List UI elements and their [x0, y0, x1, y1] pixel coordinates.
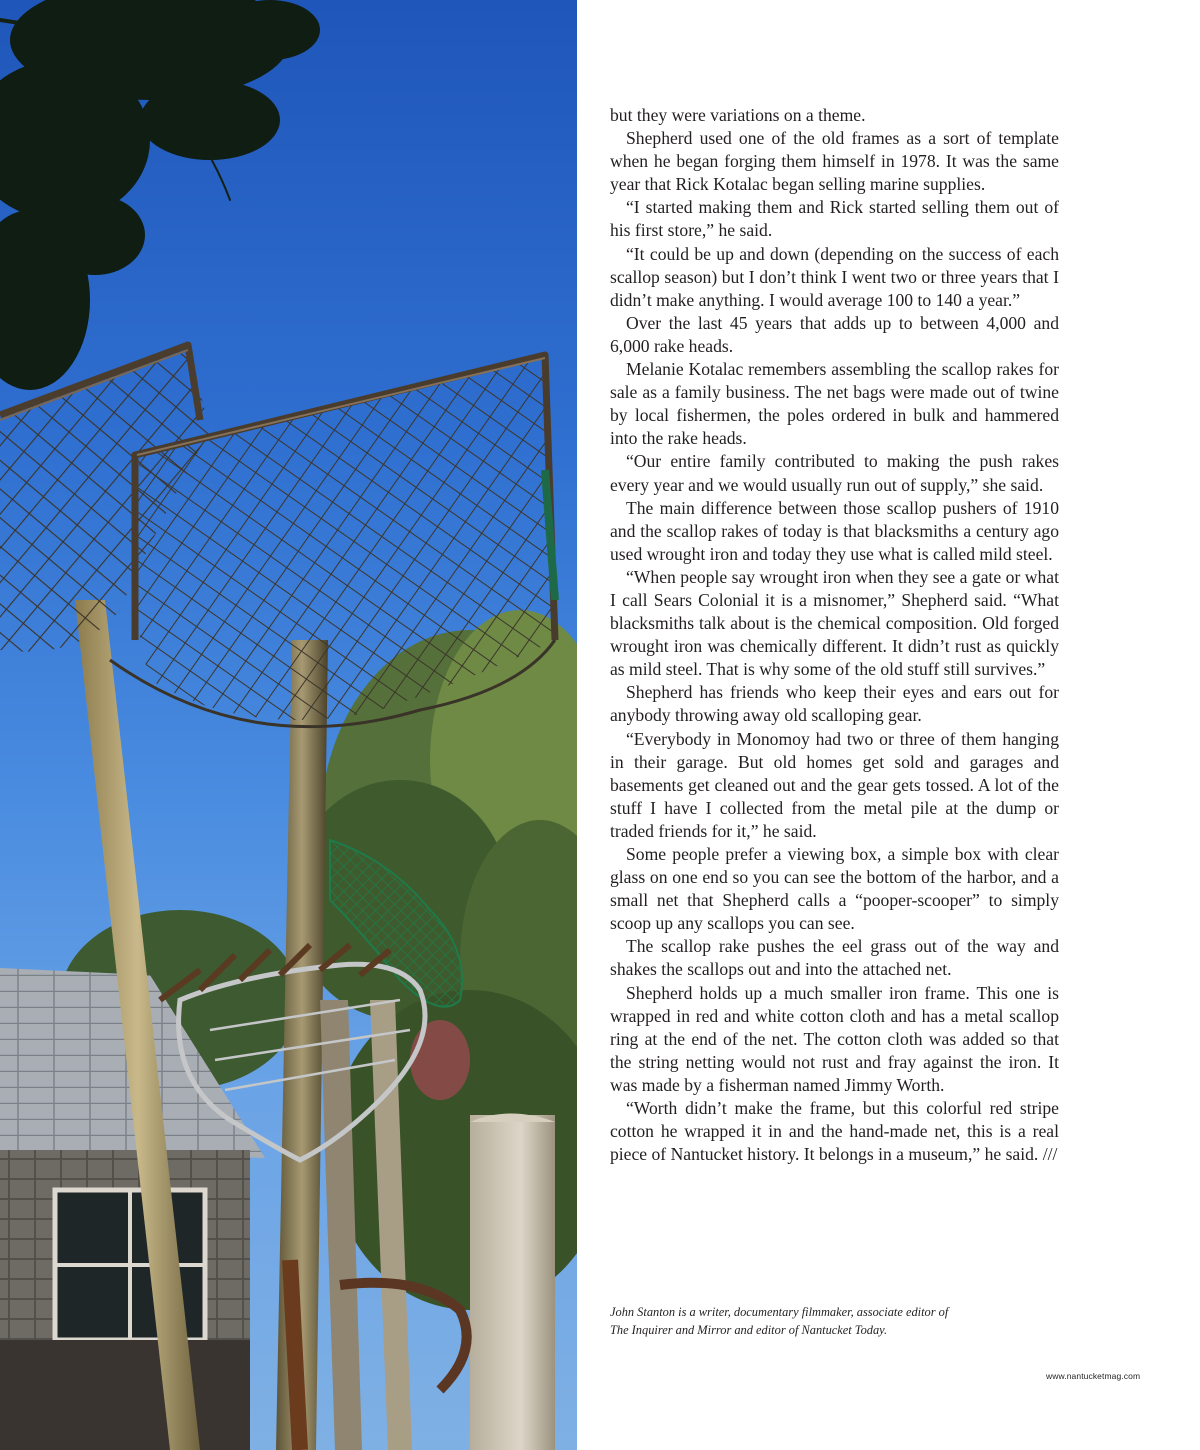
article-paragraph: “It could be up and down (depending on the success of each scallop season) but I don’t think I went two or three years that I didn’t make anything. I would average 100 to 140 a year.”: [610, 243, 1059, 310]
article-paragraph: “Worth didn’t make the frame, but this colorful red stripe cotton he wrapped it in and the hand-made net, this is a real piece of Nantucket history. It belongs in a museum,” he said. ///: [610, 1098, 1059, 1165]
scallop-rakes-photo: [0, 0, 577, 1450]
article-paragraph: Shepherd holds up a much smaller iron frame. This one is wrapped in red and white cotton cloth and has a metal scallop ring at the end of the net. The cotton cloth was added so that the string netting would not rust and fray against the iron. It was made by a fisherman named Jimmy Worth.: [610, 982, 1059, 1095]
article-paragraph: Over the last 45 years that adds up to between 4,000 and 6,000 rake heads.: [610, 312, 1059, 356]
article-paragraph: Shepherd used one of the old frames as a sort of template when he began forging them himself in 1978. It was the same year that Rick Kotalac began selling marine supplies.: [610, 128, 1059, 195]
author-bio-line: The Inquirer and Mirror and editor of Nantucket Today.: [610, 1323, 888, 1337]
article-body: [610, 104, 1059, 1166]
author-bio: [610, 1303, 1070, 1339]
article-paragraph: “Everybody in Monomoy had two or three of them hanging in their garage. But old homes get sold and garages and basements get cleaned out and the gear gets tossed. A lot of the stuff I have I collected from the metal pile at the dump or traded friends for it,” he said.: [610, 728, 1059, 841]
article-paragraph: “When people say wrought iron when they see a gate or what I call Sears Colonial it is a misnomer,” Shepherd said. “What blacksmiths talk about is the chemical composition. Old forged wrought iron was chemically different. It didn’t rust as quickly as mild steel. That is why some of the old stuff still survives.”: [610, 566, 1059, 680]
article-paragraph: The main difference between those scallop pushers of 1910 and the scallop rakes of today is that blacksmiths a century ago used wrought iron and today they use what is called mild steel.: [610, 497, 1059, 564]
footer-url: www.nantucketmag.com: [1046, 1371, 1141, 1381]
article-paragraph: Melanie Kotalac remembers assembling the scallop rakes for sale as a family business. The net bags were made out of twine by local fishermen, the poles ordered in bulk and hammered into the rake heads.: [610, 359, 1059, 449]
article-paragraph: “I started making them and Rick started selling them out of his first store,” he said.: [610, 197, 1059, 241]
article-paragraph: The scallop rake pushes the eel grass out of the way and shakes the scallops out and into the attached net.: [610, 936, 1059, 980]
article-paragraph: Some people prefer a viewing box, a simple box with clear glass on one end so you can see the bottom of the harbor, and a small net that Shepherd calls a “pooper-scooper” to simply scoop up any scallops you can see.: [610, 844, 1059, 934]
article-paragraph: but they were variations on a theme.: [610, 105, 866, 125]
article-paragraph: “Our entire family contributed to making the push rakes every year and we would usually run out of supply,” she said.: [610, 451, 1059, 495]
article-paragraph: Shepherd has friends who keep their eyes and ears out for anybody throwing away old scalloping gear.: [610, 682, 1059, 726]
author-bio-line: John Stanton is a writer, documentary filmmaker, associate editor of: [610, 1305, 949, 1319]
wooden-post: [470, 1115, 555, 1450]
